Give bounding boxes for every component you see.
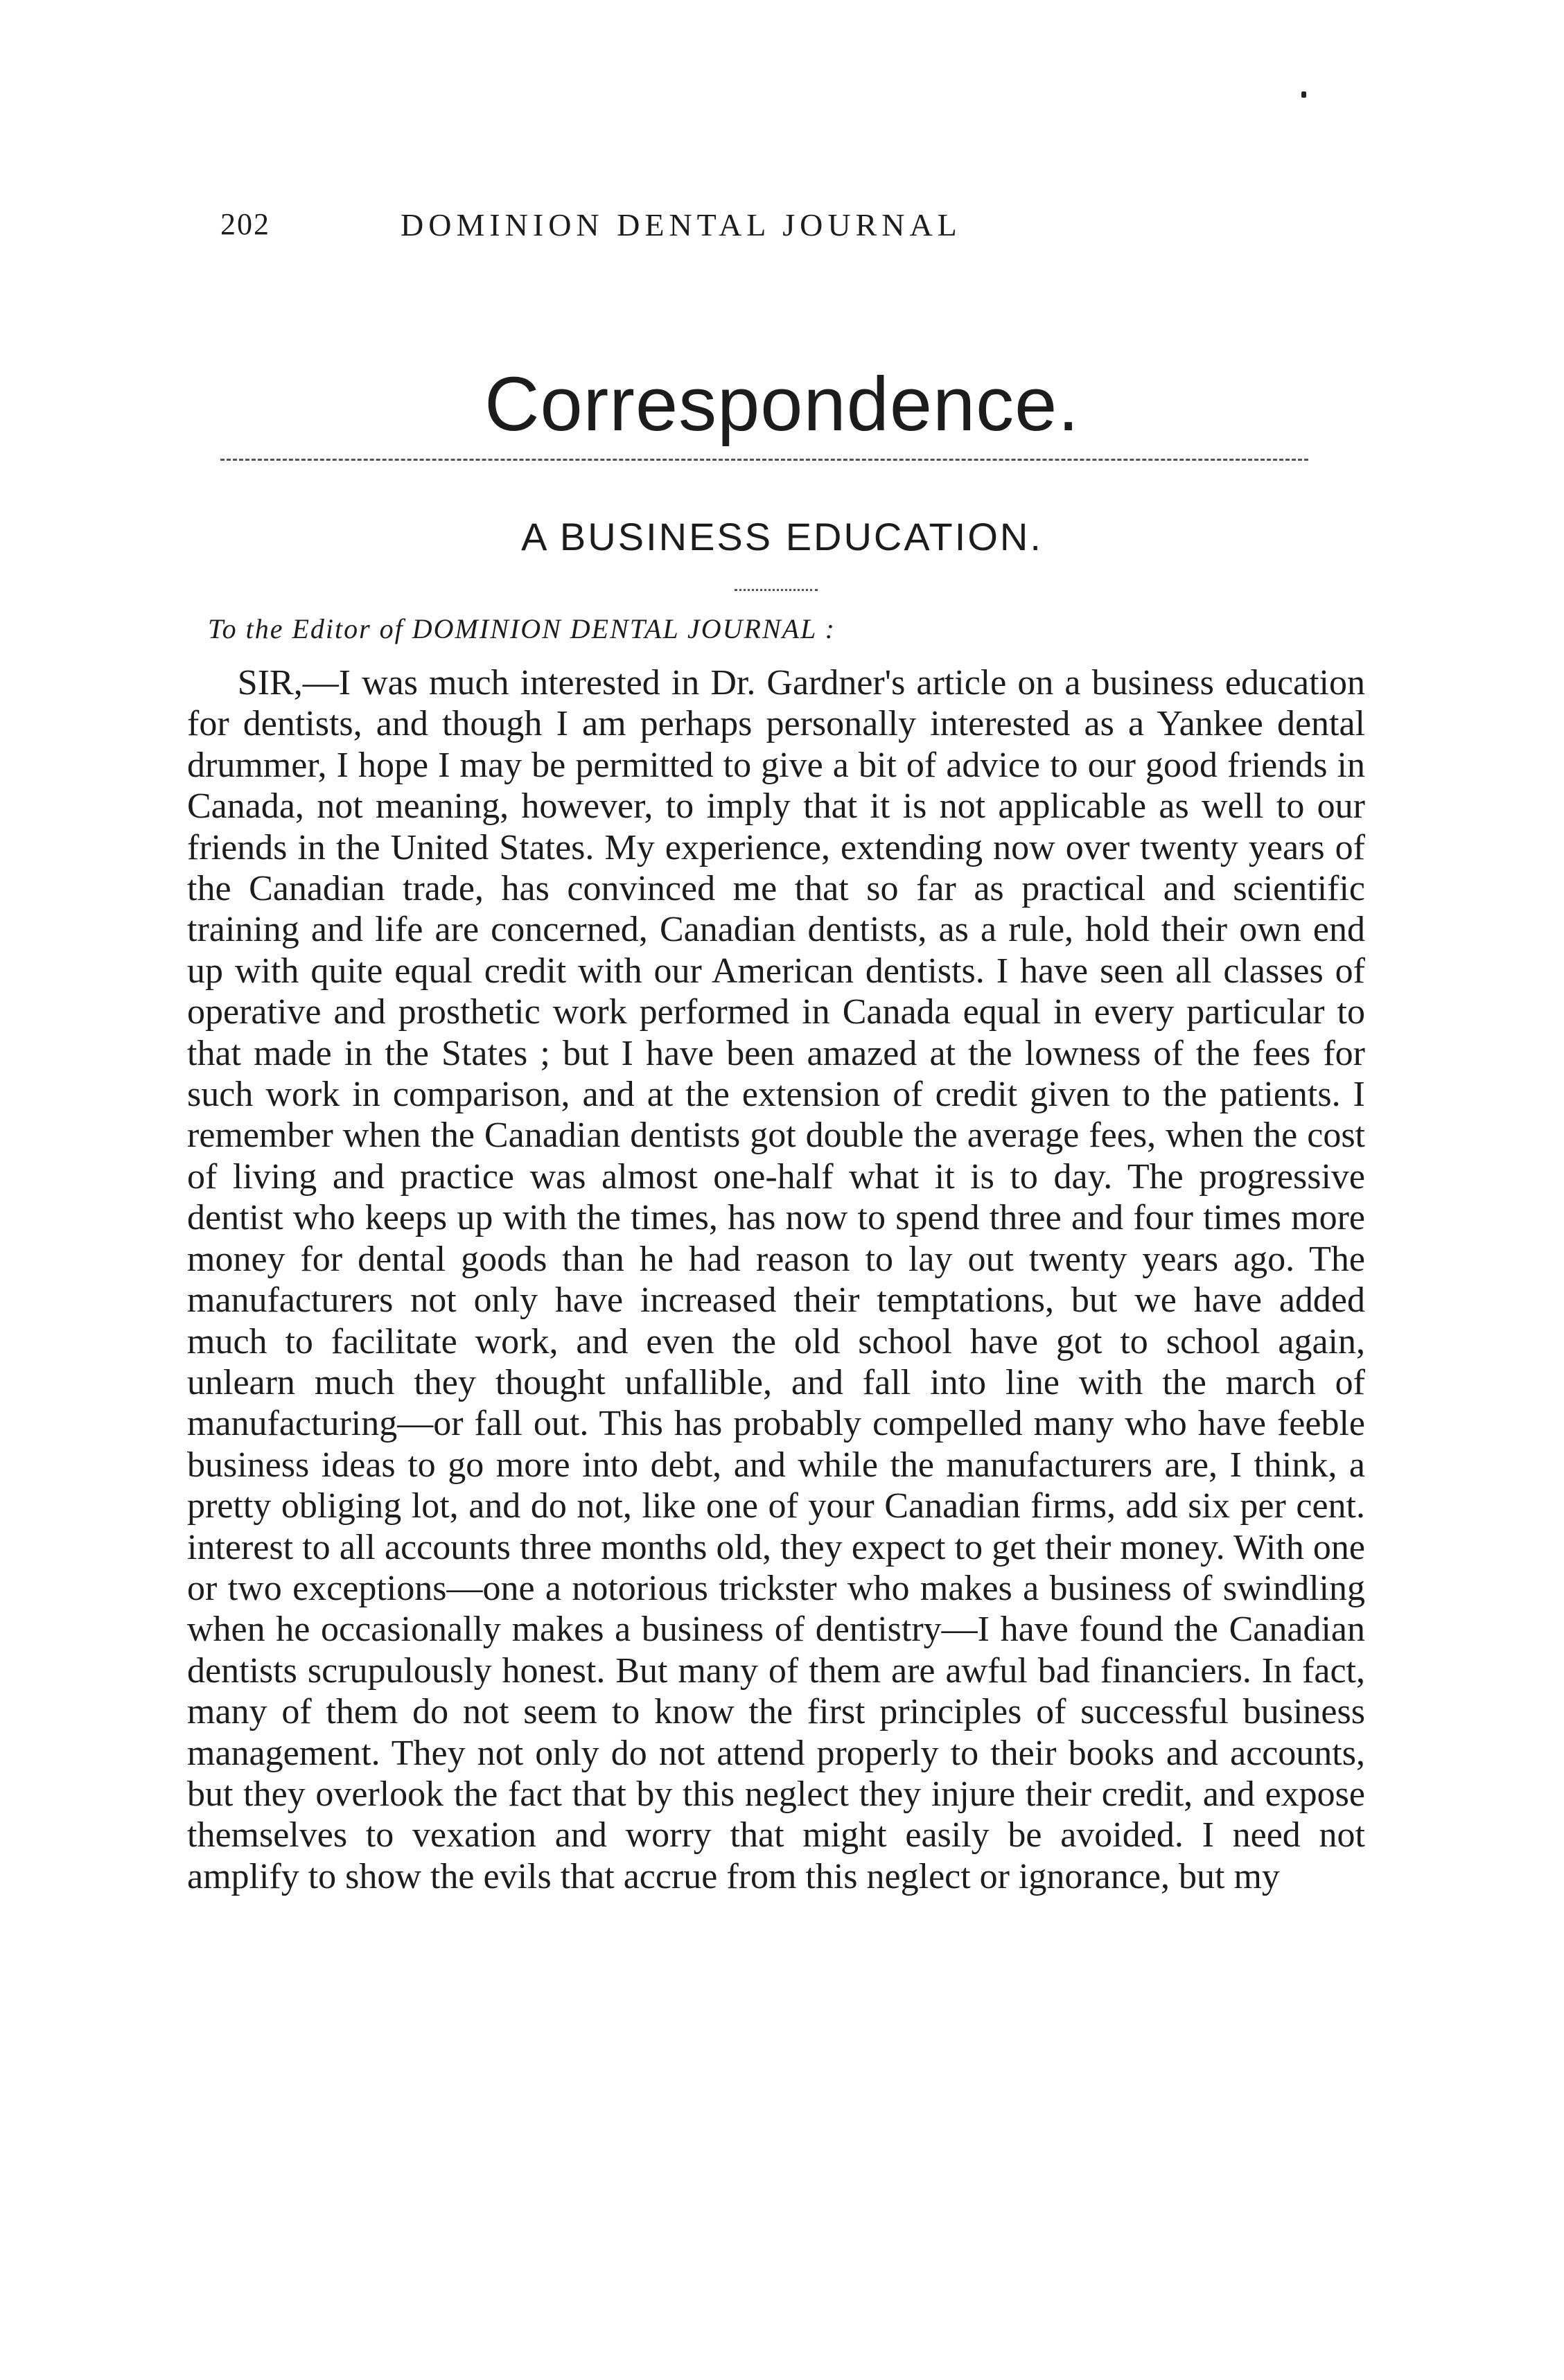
article-title: A BUSINESS EDUCATION. bbox=[521, 515, 1043, 558]
running-head bbox=[220, 206, 1371, 248]
section-rule bbox=[220, 459, 1308, 461]
page-number: 202 bbox=[220, 207, 270, 241]
salutation: To the Editor of DOMINION DENTAL JOURNAL : bbox=[208, 613, 836, 644]
journal-title: DOMINION DENTAL JOURNAL bbox=[401, 207, 962, 243]
title-ornament bbox=[735, 589, 818, 591]
section-title: Correspondence. bbox=[484, 362, 1080, 447]
print-speck bbox=[1301, 91, 1306, 98]
letter-body: SIR,—I was much interested in Dr. Gardner's article on a business education for dentists, and though I am perhaps personally interested as a Yankee dental drummer, I hope I may be permitted to give a bit of advice to our good friends in Canada, not meaning, however, to imply that it is not applicable as well to our friends in the United States. My experience, extending now over twenty years of the Canadian trade, has convinced me that so far as practical and scientific training and life are concerned, Canadian dentists, as a rule, hold their own end up with quite equal credit with our American dentists. I have seen all classes of operative and prosthetic work performed in Canada equal in every particular to that made in the States ; but I have been amazed at the lowness of the fees for such work in comparison, and at the extension of credit given to the patients. I remember when the Canadian dentists got double the average fees, when the cost of living and practice was almost one-half what it is to day. The progressive dentist who keeps up with the times, has now to spend three and four times more money for dental goods than he had reason to lay out twenty years ago. The manufacturers not only have increased their temptations, but we have added much to facilitate work, and even the old school have got to school again, unlearn much they thought unfallible, and fall into line with the march of manufacturing—or fall out. This has probably compelled many who have feeble business ideas to go more into debt, and while the manufacturers are, I think, a pretty obliging lot, and do not, like one of your Canadian firms, add six per cent. interest to all accounts three months old, they expect to get their money. With one or two exceptions—one a notorious trickster who makes a business of swindling when he occasionally makes a business of dentistry—I have found the Canadian dentists scrupulously honest. But many of them are awful bad financiers. In fact, many of them do not seem to know the first principles of successful business management. They not only do not attend properly to their books and accounts, but they overlook the fact that by this neglect they injure their credit, and expose themselves to vexation and worry that might easily be avoided. I need not amplify to show the evils that accrue from this neglect or ignorance, but my bbox=[187, 663, 1365, 1896]
